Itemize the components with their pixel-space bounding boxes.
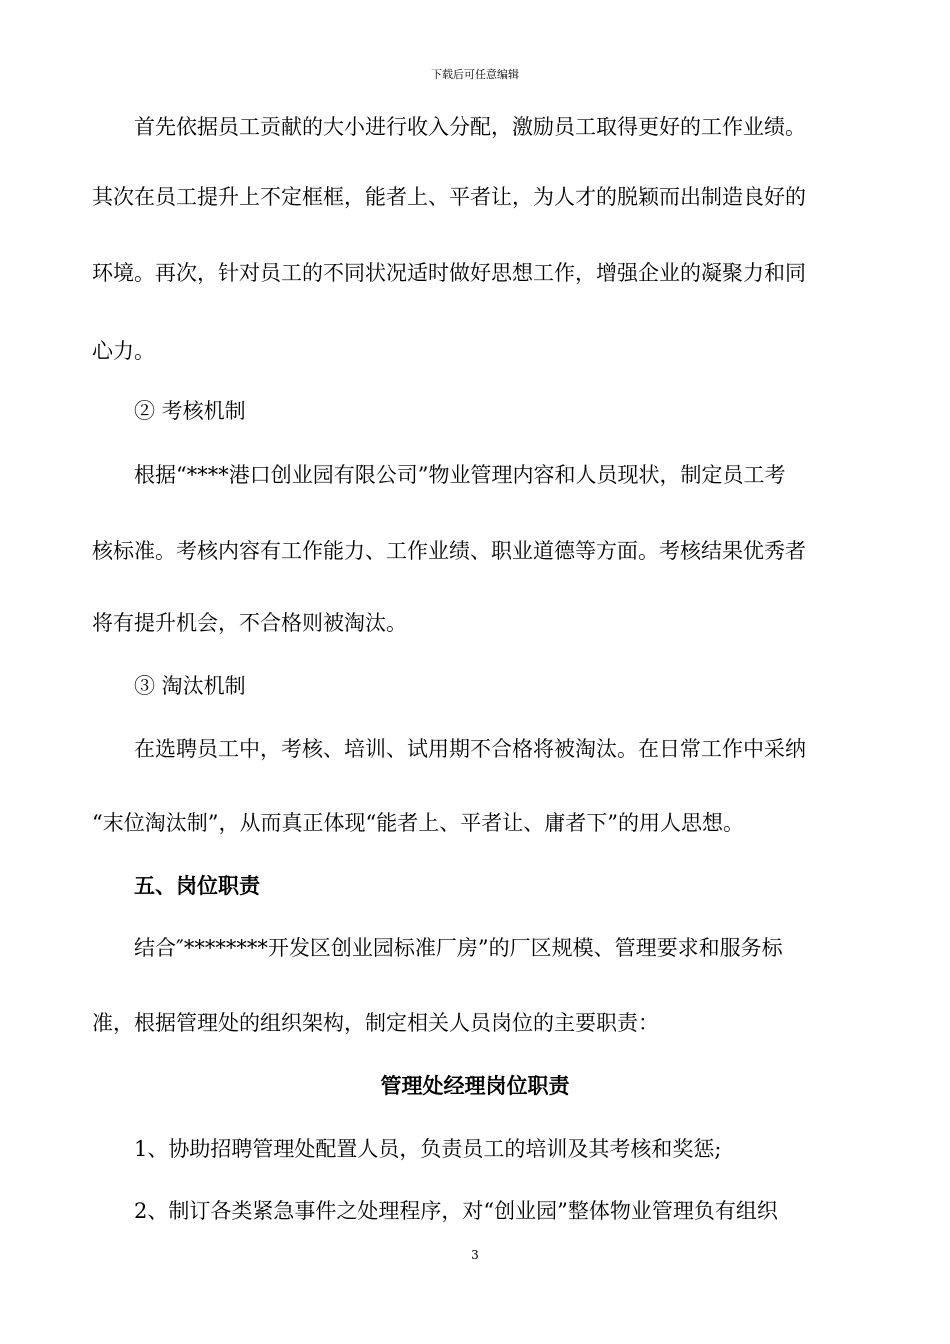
paragraph-line: 根据“****港口创业园有限公司”物业管理内容和人员现状，制定员工考 [134, 463, 786, 487]
paragraph-line: 首先依据员工贡献的大小进行收入分配，激励员工取得更好的工作业绩。 [134, 115, 806, 139]
paragraph-line: 在选聘员工中，考核、培训、试用期不合格将被淘汰。在日常工作中采纳 [134, 737, 806, 761]
section-heading-elimination: ③ 淘汰机制 [134, 674, 246, 698]
paragraph-line: 核标准。考核内容有工作能力、工作业绩、职业道德等方面。考核结果优秀者 [92, 539, 806, 563]
page-number: 3 [471, 1248, 479, 1262]
section-heading-responsibilities: 五、岗位职责 [134, 873, 260, 898]
paragraph-line: “末位淘汰制”，从而真正体现“能者上、平者让、庸者下”的用人思想。 [92, 811, 744, 835]
list-item: 2、制订各类紧急事件之处理程序，对“创业园”整体物业管理负有组织 [134, 1199, 778, 1223]
paragraph-line: 将有提升机会，不合格则被淘汰。 [92, 611, 407, 635]
paragraph-line: 准，根据管理处的组织架构，制定相关人员岗位的主要职责： [92, 1011, 659, 1035]
paragraph-line: 结合″********开发区创业园标准厂房”的厂区规模、管理要求和服务标 [134, 936, 783, 960]
section-heading-assessment: ② 考核机制 [134, 399, 246, 423]
paragraph-line: 心力。 [92, 339, 155, 363]
paragraph-line: 环境。再次，针对员工的不同状况适时做好思想工作，增强企业的凝聚力和同 [92, 261, 806, 285]
page-header: 下载后可任意编辑 [431, 68, 519, 81]
list-item: 1、协助招聘管理处配置人员，负责员工的培训及其考核和奖惩; [134, 1137, 722, 1161]
paragraph-line: 其次在员工提升上不定框框，能者上、平者让，为人才的脱颖而出制造良好的 [92, 185, 806, 209]
centered-title: 管理处经理岗位职责 [380, 1073, 570, 1098]
